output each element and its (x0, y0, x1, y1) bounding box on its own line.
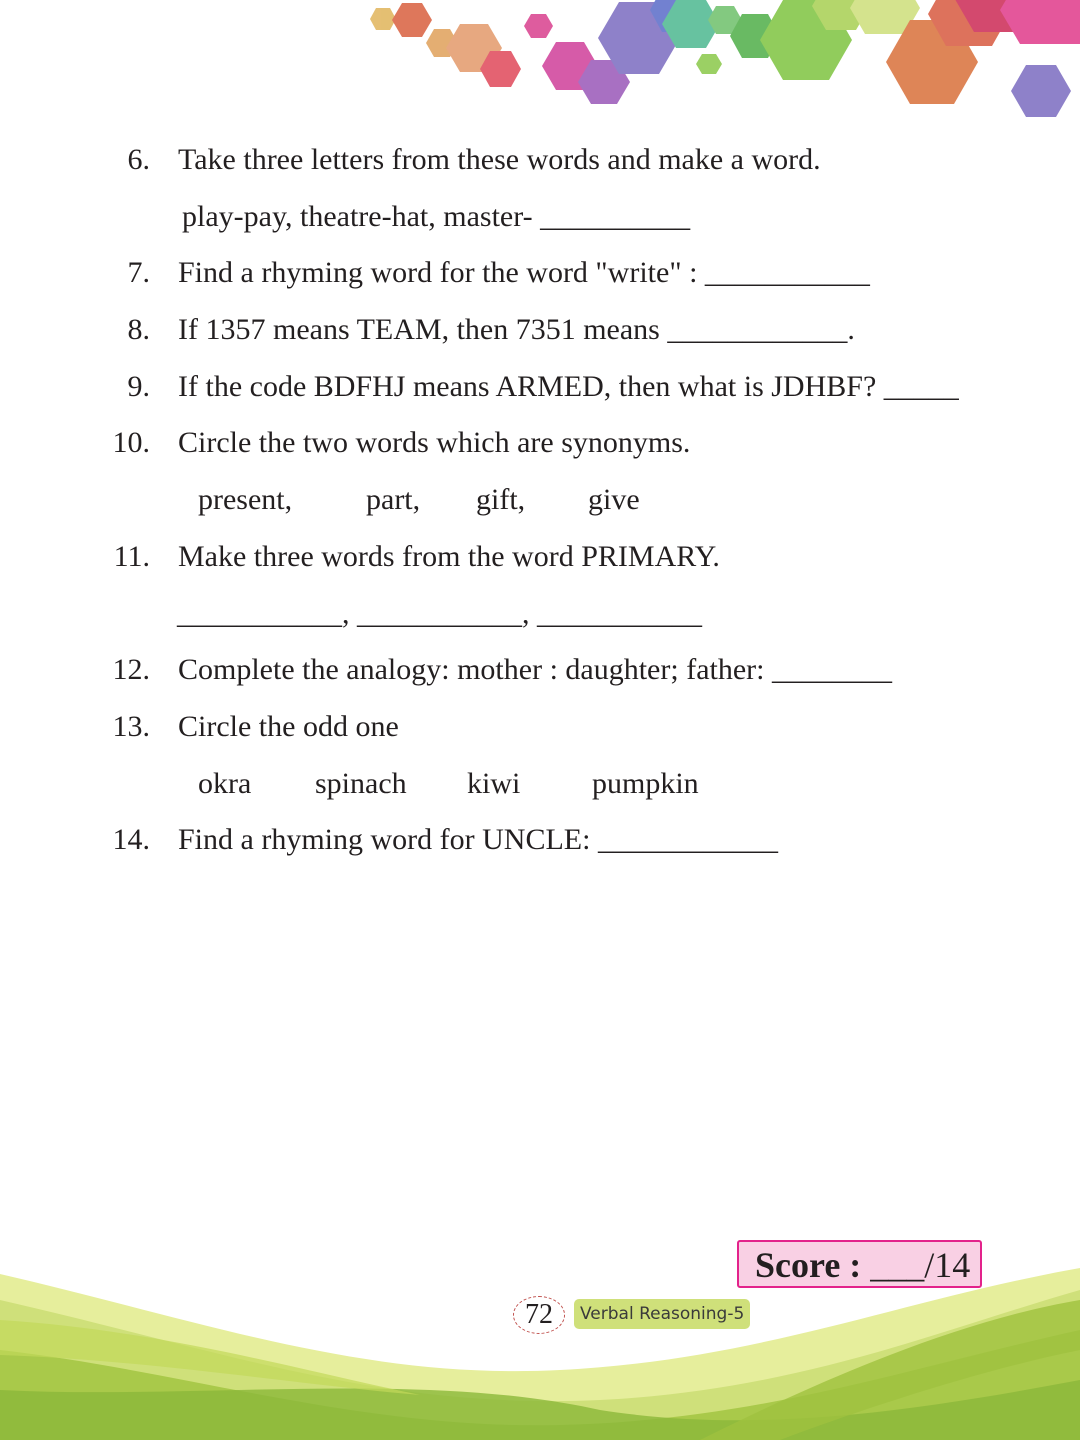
score-label: Score : (755, 1245, 862, 1285)
question-number: 12. (112, 653, 150, 686)
question-number: 11. (113, 540, 150, 573)
page-number: 72 (513, 1296, 565, 1334)
odd-one-option: okra (198, 767, 252, 800)
question-text: If 1357 means TEAM, then 7351 means ____________. (178, 313, 855, 346)
score-box (737, 1240, 982, 1288)
hexagon-decoration (0, 0, 1080, 130)
question-text: Make three words from the word PRIMARY. (178, 540, 720, 573)
synonym-option: present, (198, 483, 293, 516)
question-number: 10. (112, 426, 150, 459)
question-number: 13. (112, 710, 150, 743)
question-text: Find a rhyming word for the word "write" : ___________ (178, 256, 870, 289)
book-title: Verbal Reasoning-5 (574, 1299, 750, 1329)
q11-answer-blanks: ___________, ___________, ___________ (177, 597, 702, 630)
q6-example: play-pay, theatre-hat, master- __________ (182, 200, 691, 233)
question-text: Find a rhyming word for UNCLE: ____________ (178, 823, 778, 856)
question-text: Take three letters from these words and make a word. (178, 143, 821, 176)
odd-one-option: kiwi (467, 767, 521, 800)
question-number: 14. (112, 823, 150, 856)
question-text: If the code BDFHJ means ARMED, then what is JDHBF? _____ (178, 370, 959, 403)
score-value: ___/14 (870, 1245, 971, 1285)
odd-one-option: pumpkin (592, 767, 699, 800)
question-number: 9. (127, 370, 150, 403)
question-number: 6. (127, 143, 150, 176)
synonym-option: part, (366, 483, 421, 516)
question-text: Complete the analogy: mother : daughter; father: ________ (178, 653, 892, 686)
synonym-option: give (588, 483, 640, 516)
question-text: Circle the odd one (178, 710, 399, 743)
question-number: 7. (127, 256, 150, 289)
question-text: Circle the two words which are synonyms. (178, 426, 691, 459)
odd-one-option: spinach (315, 767, 407, 800)
score-text (755, 1244, 970, 1286)
question-number: 8. (127, 313, 150, 346)
synonym-option: gift, (476, 483, 526, 516)
